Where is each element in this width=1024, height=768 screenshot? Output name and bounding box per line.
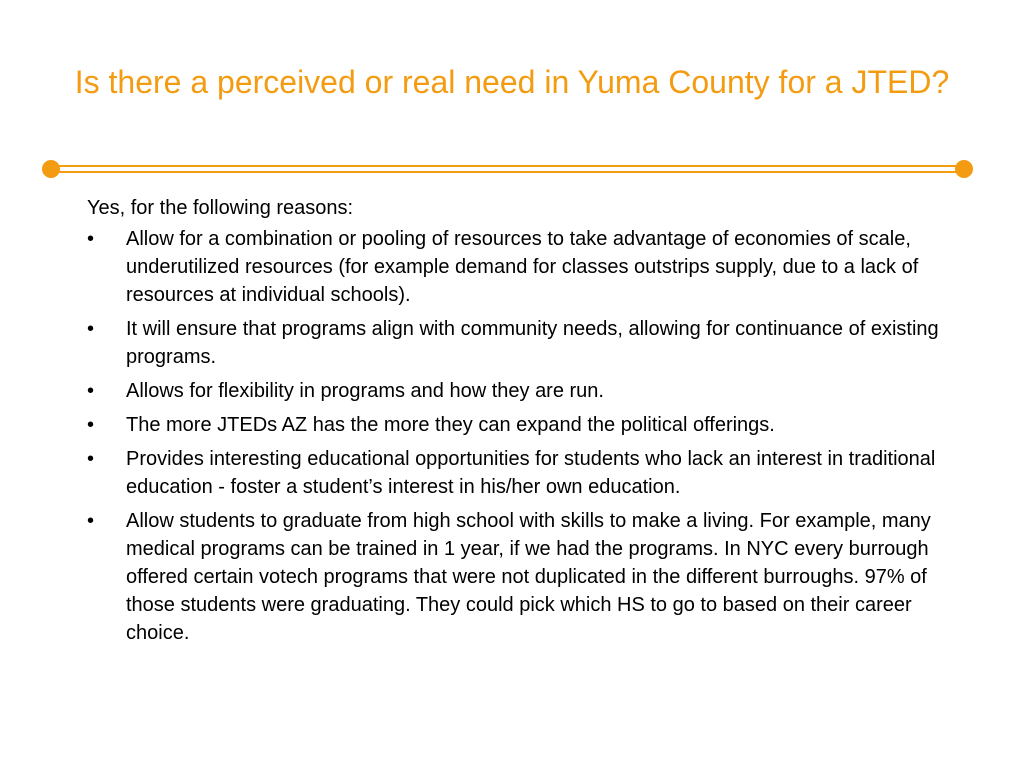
bullet-icon: • [87,448,95,470]
bullet-icon: • [87,510,95,532]
title-divider [42,157,976,183]
bullet-list [87,225,977,647]
intro-text: Yes, for the following reasons: [87,197,354,219]
slide-content [87,194,977,653]
bullet-text: Provides interesting educational opportunities for students who lack an interest in traditional education - foster a student’s interest in his/her own education. [126,448,936,498]
bullet-text: Allow for a combination or pooling of resources to take advantage of economies of scale, underutilized resources (for example demand for classes outstrips supply, due to a lack of resources at individual schools). [126,228,919,306]
bullet-text: The more JTEDs AZ has the more they can expand the political offerings. [126,414,775,436]
bullet-text: Allows for flexibility in programs and how they are run. [126,380,604,402]
bullet-icon: • [87,380,95,402]
bullet-text: It will ensure that programs align with community needs, allowing for continuance of existing programs. [126,318,939,368]
right-end-circle-icon [955,160,973,178]
bullet-item [87,225,977,309]
bullet-icon: • [87,228,95,250]
bullet-icon: • [87,414,95,436]
bullet-text: Allow students to graduate from high school with skills to make a living. For example, many medical programs can be trained in 1 year, if we had the programs. In NYC every burrough offered certain votech programs that were not duplicated in the different burroughs. 97% of those students were graduating. They could pick which HS to go to based on their career choice. [126,510,931,644]
bullet-item [87,411,977,439]
slide-title: Is there a perceived or real need in Yuma County for a JTED? [74,64,950,100]
bullet-item [87,445,977,501]
bullet-icon: • [87,318,95,340]
divider-line-icon [42,157,976,183]
bullet-item [87,507,977,647]
bullet-item [87,377,977,405]
left-end-circle-icon [42,160,60,178]
bullet-item [87,315,977,371]
